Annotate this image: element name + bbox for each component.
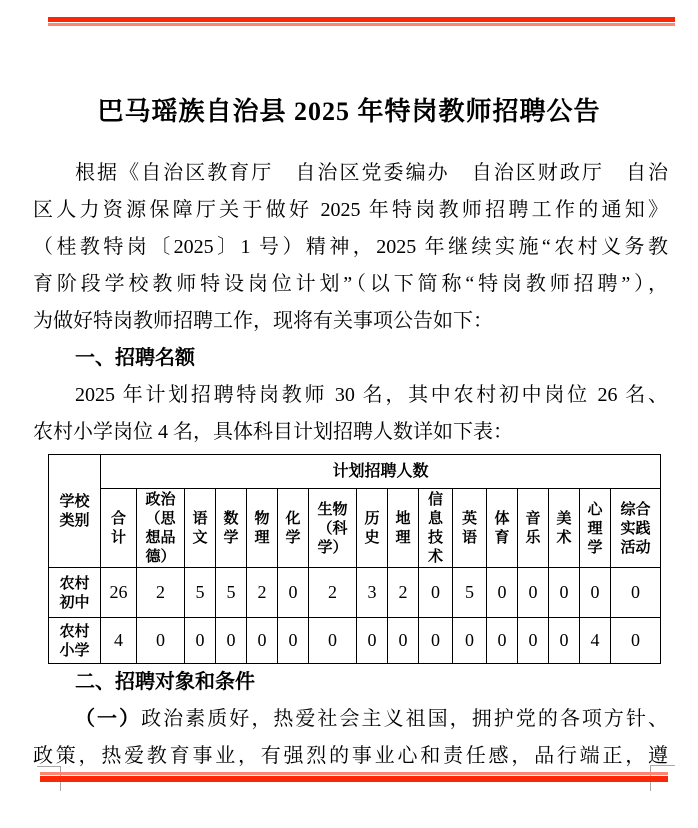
cell-value: 0	[487, 618, 518, 664]
cell-value: 0	[216, 618, 247, 664]
column-header-physics: 物理	[247, 489, 278, 568]
table-row-rural-junior-high	[49, 568, 661, 618]
row-label-rural-junior-high: 农村初中	[49, 568, 101, 618]
cell-value: 0	[518, 568, 549, 618]
cell-value: 4	[101, 618, 137, 664]
cell-value: 5	[216, 568, 247, 618]
column-header-total: 合计	[101, 489, 137, 568]
cell-value: 2	[247, 568, 278, 618]
top-red-rule	[48, 17, 675, 26]
cell-value: 2	[388, 568, 419, 618]
table-row-rural-primary	[49, 618, 661, 664]
column-header-art: 美术	[549, 489, 580, 568]
cell-value: 0	[309, 618, 357, 664]
cell-value: 0	[278, 618, 309, 664]
cell-value: 0	[419, 618, 453, 664]
table-header-group-row	[49, 455, 661, 489]
column-header-chemistry: 化学	[278, 489, 309, 568]
column-header-chinese: 语文	[185, 489, 216, 568]
intro-line-4: 育阶段学校教师特设岗位计划”（以下简称“特岗教师招聘”），	[33, 273, 668, 295]
cell-value: 0	[611, 618, 661, 664]
section-2-heading: 二、招聘对象和条件	[75, 671, 255, 693]
cell-value: 0	[185, 618, 216, 664]
section-1-line-1: 2025 年计划招聘特岗教师 30 名，其中农村初中岗位 26 名、	[75, 384, 668, 406]
column-header-practice: 综合实践活动	[611, 489, 661, 568]
bottom-red-rule	[40, 772, 668, 782]
cell-value: 5	[185, 568, 216, 618]
column-header-psychology: 心理学	[580, 489, 611, 568]
cell-value: 0	[549, 618, 580, 664]
column-header-history: 历史	[357, 489, 388, 568]
column-header-music: 音乐	[518, 489, 549, 568]
section-2-line-2: 政策，热爱教育事业，有强烈的事业心和责任感，品行端正，遵	[33, 745, 668, 767]
intro-line-2: 区人力资源保障厅关于做好 2025 年特岗教师招聘工作的通知》	[33, 199, 668, 221]
bottom-red-rule-thick-line	[40, 776, 668, 782]
recruitment-plan-table	[48, 454, 661, 664]
cell-value: 2	[309, 568, 357, 618]
document-body	[33, 155, 668, 775]
cell-value: 0	[487, 568, 518, 618]
cell-value: 0	[518, 618, 549, 664]
cell-value: 0	[580, 568, 611, 618]
cell-value: 0	[278, 568, 309, 618]
column-header-geography: 地理	[388, 489, 419, 568]
table-subject-header-row	[49, 489, 661, 568]
intro-line-1: 根据《自治区教育厅 自治区党委编办 自治区财政厅 自治	[75, 162, 668, 184]
table-corner-header: 学校类别	[49, 455, 101, 568]
cell-value: 0	[247, 618, 278, 664]
table-group-header: 计划招聘人数	[101, 455, 661, 489]
column-header-it: 信息技术	[419, 489, 453, 568]
intro-line-3: （桂教特岗〔2025〕1 号）精神，2025 年继续实施“农村义务教	[33, 236, 668, 258]
section-1-heading: 一、招聘名额	[75, 347, 195, 369]
column-header-politics: 政治（思想品德）	[137, 489, 185, 568]
cell-value: 2	[137, 568, 185, 618]
page-title: 巴马瑶族自治县 2025 年特岗教师招聘公告	[97, 97, 601, 127]
cell-value: 0	[137, 618, 185, 664]
section-2-line-1-text: 政治素质好，热爱社会主义祖国，拥护党的各项方针、	[141, 708, 669, 730]
cell-value: 5	[453, 568, 487, 618]
item-number-marker: （一）	[75, 708, 142, 730]
cell-value: 4	[580, 618, 611, 664]
cell-value: 0	[419, 568, 453, 618]
section-1-line-2: 农村小学岗位 4 名，具体科目计划招聘人数详如下表：	[33, 421, 513, 443]
section-2-line-1	[33, 701, 668, 738]
column-header-biology: 生物（科学）	[309, 489, 357, 568]
cell-value: 0	[453, 618, 487, 664]
row-label-rural-primary: 农村小学	[49, 618, 101, 664]
cell-value: 0	[388, 618, 419, 664]
cell-value: 3	[357, 568, 388, 618]
top-red-rule-thin-line	[48, 23, 675, 26]
cell-value: 0	[357, 618, 388, 664]
cell-value: 26	[101, 568, 137, 618]
intro-line-5: 为做好特岗教师招聘工作，现将有关事项公告如下：	[33, 310, 493, 332]
cell-value: 0	[549, 568, 580, 618]
column-header-math: 数学	[216, 489, 247, 568]
column-header-english: 英语	[453, 489, 487, 568]
column-header-pe: 体育	[487, 489, 518, 568]
cell-value: 0	[611, 568, 661, 618]
